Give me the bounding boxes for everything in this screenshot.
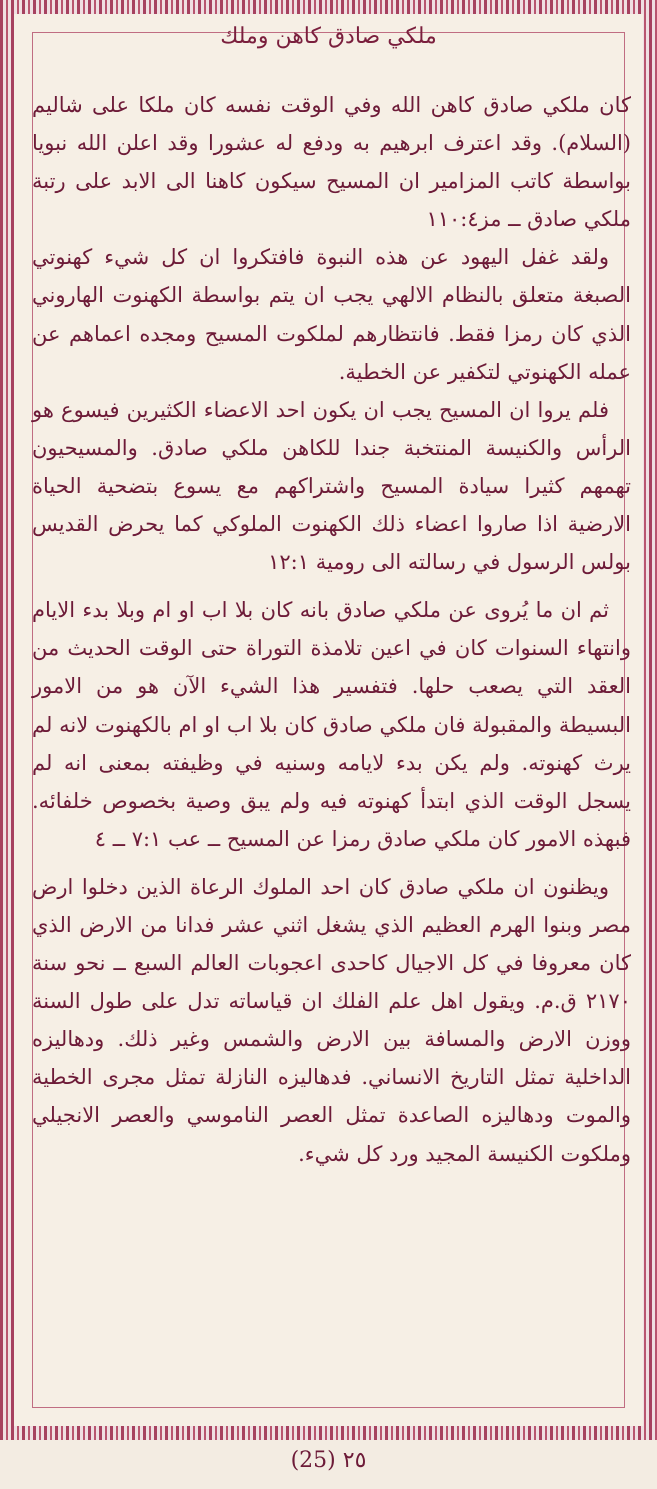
- paragraph-5: ويظنون ان ملكي صادق كان احد الملوك الرعاة الذين دخلوا ارض مصر وبنوا الهرم العظيم الذي يشغل اثني عشر فدانا من الارض الذي كان معروفا في كل الاجيال كاحدى اعجوبات العالم السبع ــ نحو سنة ٢١٧٠ ق.م. ويقول اهل علم الفلك ان قياساته تدل على طول السنة ووزن الارض والمسافة بين الارض والشمس وغير ذلك. ودهاليزه الداخلية تمثل التاريخ الانساني. فدهاليزه النازلة تمثل مجرى الخطية والموت ودهاليزه الصاعدة تمثل العصر الناموسي والعصر الانجيلي وملكوت الكنيسة المجيد ورد كل شيء.: [32, 874, 631, 1166]
- paragraph-3: فلم يروا ان المسيح يجب ان يكون احد الاعضاء الكثيرين فيسوع هو الرأس والكنيسة المنتخبة جندا للكاهن ملكي صادق. والمسيحيون تهمهم كثيرا سيادة المسيح واشتراكهم مع يسوع بتضحية الحياة الارضية اذا صاروا اعضاء ذلك الكهنوت الملوكي كما يحرض القديس بولس الرسول في رسالته الى رومية ١٢:١: [32, 397, 631, 575]
- paragraph-4: ثم ان ما يُروى عن ملكي صادق بانه كان بلا اب او ام وبلا بدء الايام وانتهاء السنوات كان في اعين تلامذة التوراة حتى الوقت الحديث من العقد التي يصعب حلها. فتفسير هذا الشيء الآن هو من الامور البسيطة والمقبولة فان ملكي صادق كان بلا اب او ام بالكهنوت لانه لم يرث كهنوته. ولم يكن بدء لايامه وسنيه في وظيفته بمعنى انه لم يسجل الوقت الذي ابتدأ كهنوته فيه ولم يبق وصية بخصوص خلفائه. فبهذه الامور كان ملكي صادق رمزا عن المسيح ــ عب ٧:١ ــ ٤: [32, 598, 631, 851]
- article-body: [32, 86, 631, 1173]
- paragraph-2: ولقد غفل اليهود عن هذه النبوة فافتكروا ان كل شيء كهنوتي الصبغة متعلق بالنظام الالهي يجب ان يتم بواسطة الكهنوت الهاروني الذي كان رمزا فقط. فانتظارهم لملكوت المسيح ومجده اعماهم عن عمله الكهنوتي لتكفير عن الخطية.: [32, 245, 631, 384]
- page-number: (25) ٢٥: [290, 1448, 367, 1473]
- paragraph-1: كان ملكي صادق كاهن الله وفي الوقت نفسه كان ملكا على شاليم (السلام). وقد اعترف ابرهيم به ودفع له عشورا وقد اعلن الله نبويا بواسطة كاتب المزامير ان المسيح سيكون كاهنا الى الابد على رتبة ملكي صادق ــ مز١١٠:٤: [32, 93, 631, 232]
- page-title: ملكي صادق كاهن وملك: [220, 24, 437, 49]
